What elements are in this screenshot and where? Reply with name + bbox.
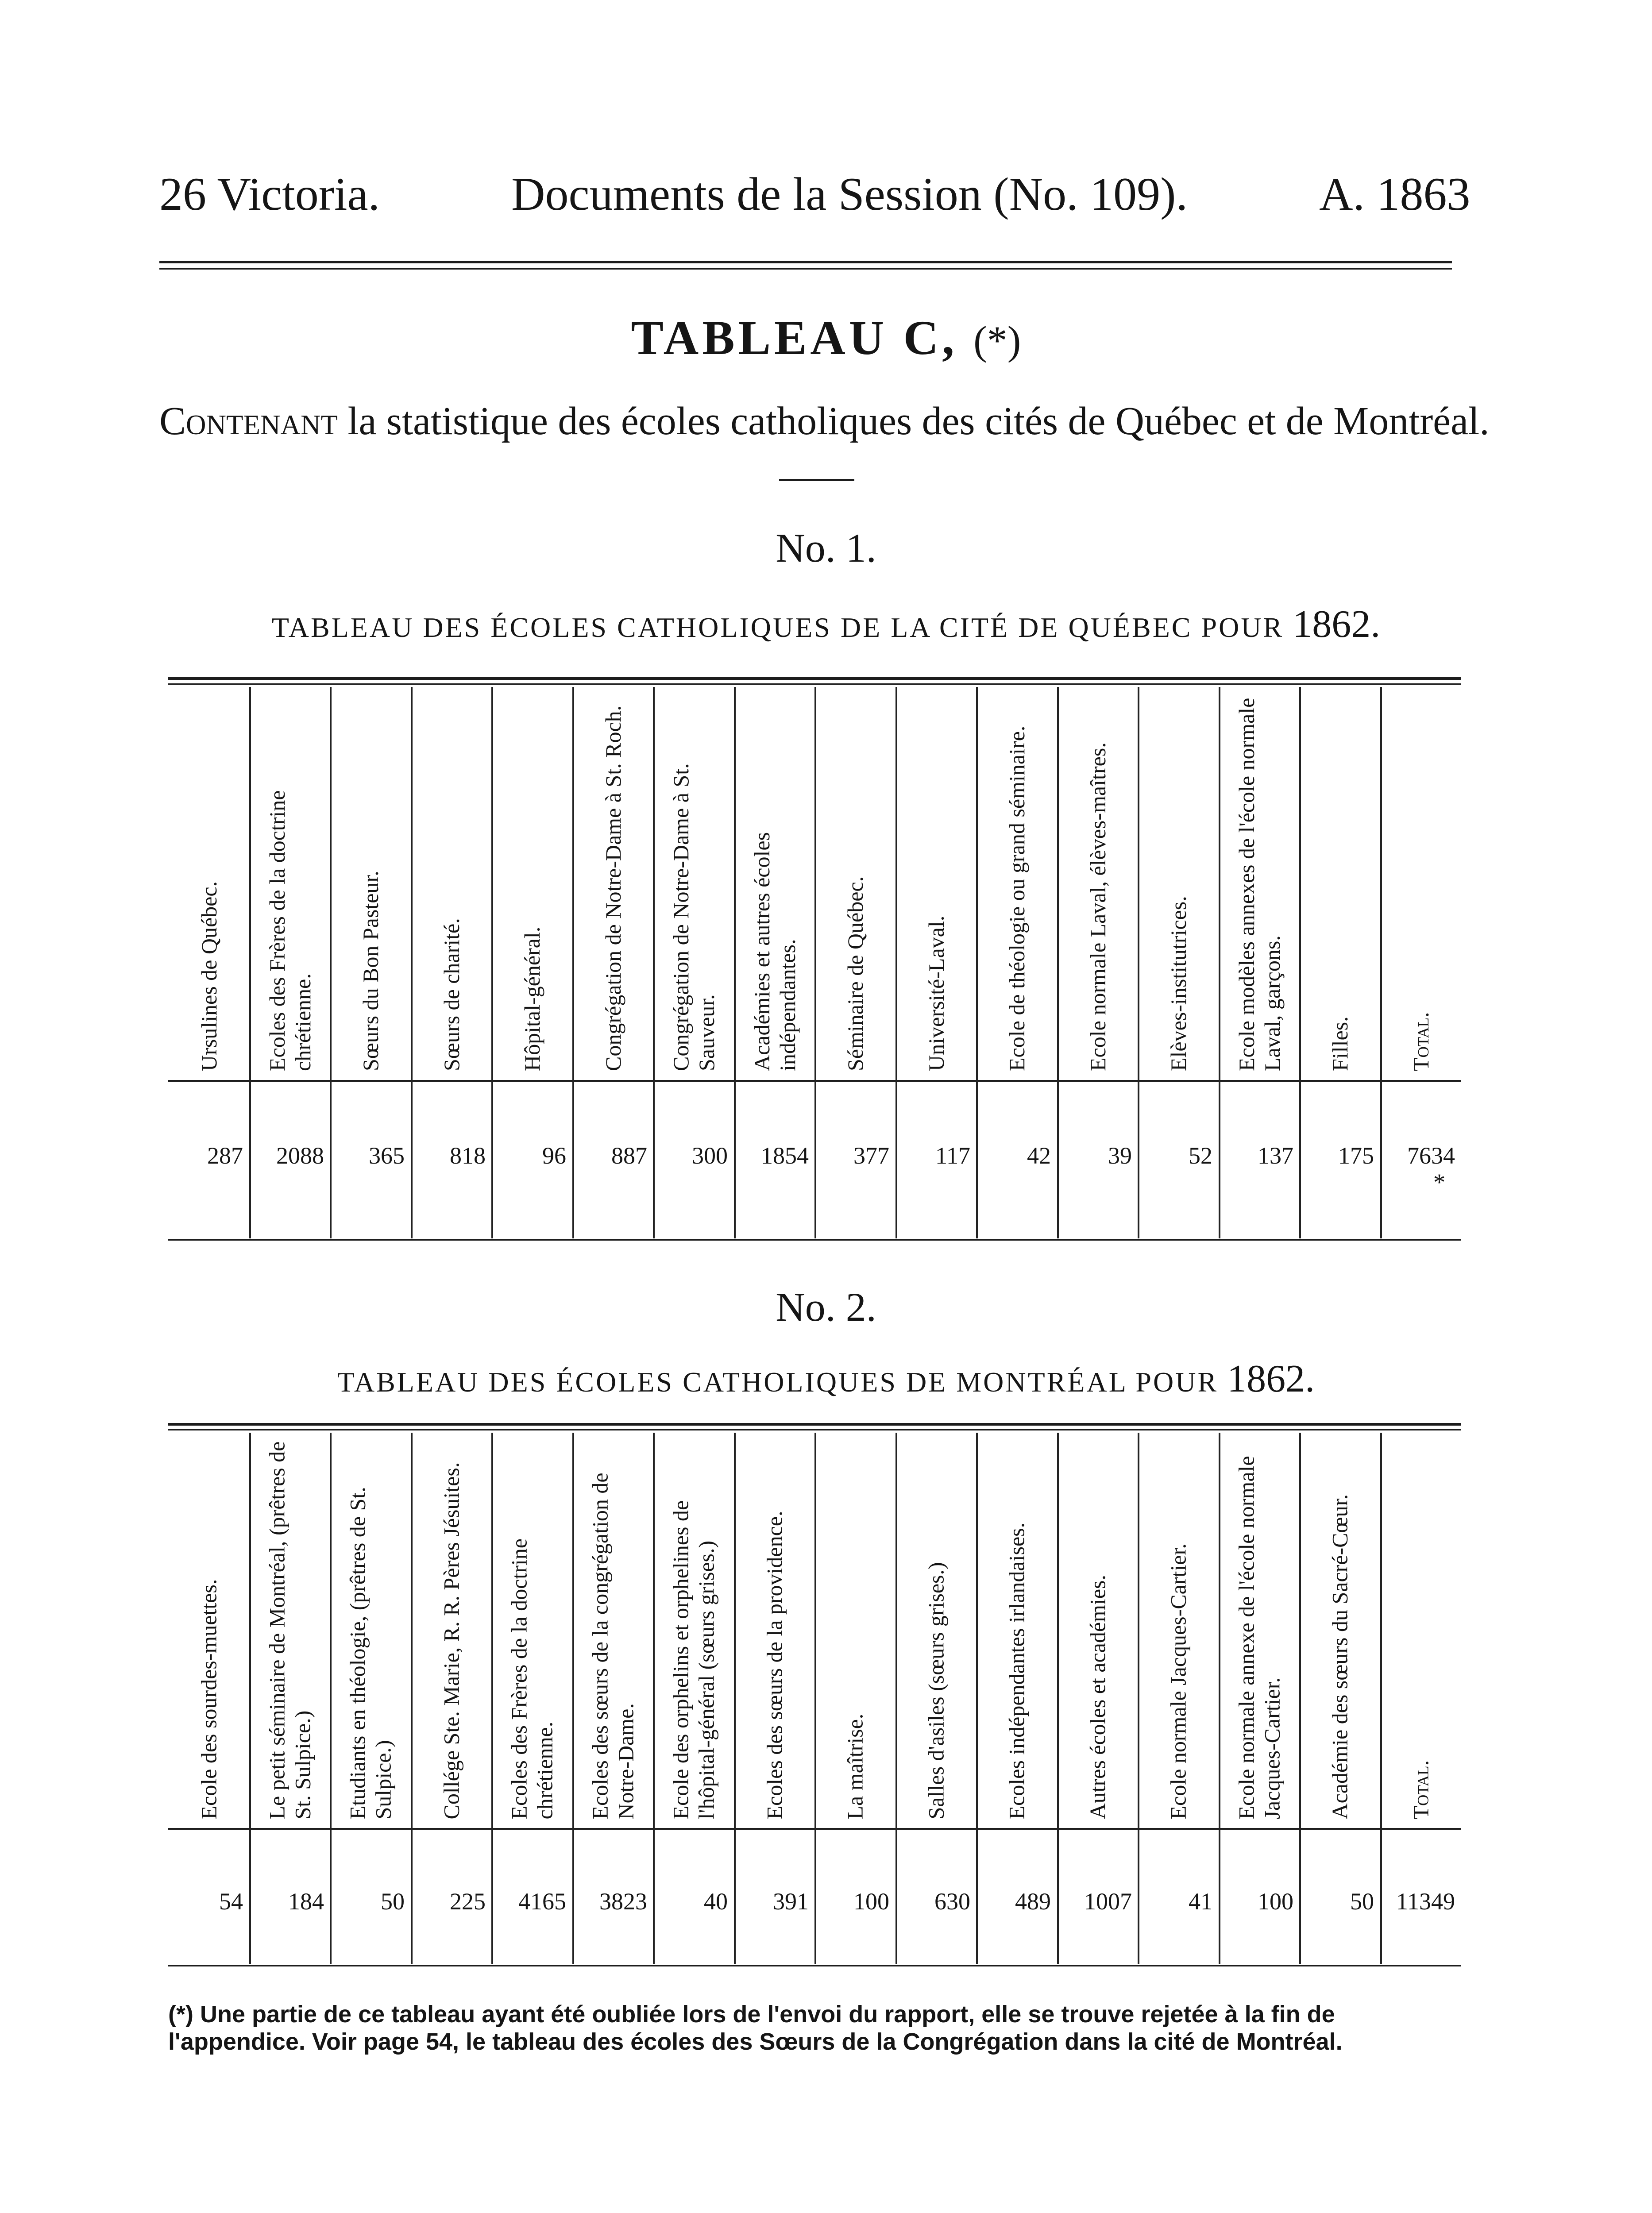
table2-column-divider bbox=[491, 1433, 493, 1964]
table1-column-label: Ecole de théologie ou grand séminaire. bbox=[1004, 725, 1029, 1071]
subtitle-lead: Contenant bbox=[159, 399, 338, 443]
table2-column-divider bbox=[1299, 1433, 1301, 1964]
table2-column-divider bbox=[895, 1433, 897, 1964]
table1-column-header bbox=[656, 686, 731, 1080]
table1-caption-text: TABLEAU DES ÉCOLES CATHOLIQUES DE LA CITÉ DE QUÉBEC POUR bbox=[271, 612, 1284, 643]
table1-top-rule-2 bbox=[168, 683, 1461, 685]
table1-column-header bbox=[494, 686, 570, 1080]
running-header-center: Documents de la Session (No. 109). bbox=[511, 168, 1188, 220]
table2-column-value: 50 bbox=[381, 1888, 405, 1915]
table2-column-header bbox=[171, 1432, 247, 1828]
table1-column-header bbox=[1221, 686, 1297, 1080]
table2-column-header bbox=[656, 1432, 731, 1828]
header-rule bbox=[159, 261, 1452, 263]
table2-column-divider bbox=[653, 1433, 655, 1964]
table1-column-value: 818 bbox=[450, 1142, 486, 1169]
table1-column-label: Ecole normale Laval, élèves-maîtres. bbox=[1085, 742, 1110, 1071]
title-divider bbox=[779, 479, 854, 481]
table2-column-value: 184 bbox=[288, 1888, 324, 1915]
table1-column-label: Filles. bbox=[1327, 1016, 1352, 1071]
table1-column-label: Ursulines de Québec. bbox=[196, 881, 221, 1071]
table2-column-divider bbox=[1380, 1433, 1382, 1964]
table2-bottom-rule bbox=[168, 1965, 1461, 1966]
table1-column-label: Congrégation de Notre-Dame à St. Sauveur. bbox=[668, 763, 719, 1071]
table1-column-header bbox=[252, 686, 328, 1080]
table1-column-value: 300 bbox=[692, 1142, 728, 1169]
table1-column-header bbox=[1383, 686, 1459, 1080]
table2-column-value: 630 bbox=[934, 1888, 970, 1915]
table2-column-divider bbox=[572, 1433, 574, 1964]
page-title-main: TABLEAU C, bbox=[631, 311, 958, 365]
header-rule-2 bbox=[159, 268, 1452, 270]
table1-column-value: 117 bbox=[935, 1142, 970, 1169]
table2-column-header bbox=[332, 1432, 408, 1828]
table2-column-header bbox=[898, 1432, 974, 1828]
table1-column-value: 96 bbox=[542, 1142, 566, 1169]
table1-column-value: 287 bbox=[207, 1142, 243, 1169]
table2-column-header bbox=[979, 1432, 1054, 1828]
table1-column-header bbox=[979, 686, 1054, 1080]
table1-column-value: 1854 bbox=[761, 1142, 809, 1169]
table2-caption bbox=[0, 1357, 1652, 1401]
table1-column-label: Ecole modèles annexes de l'école normale Laval, garçons. bbox=[1234, 698, 1285, 1071]
table2-column-value: 40 bbox=[704, 1888, 728, 1915]
table1-column-label: Académies et autres écoles indépendantes. bbox=[749, 832, 800, 1071]
table2-column-label: Salles d'asiles (sœurs grises.) bbox=[923, 1561, 949, 1819]
table2-caption-year: 1862. bbox=[1227, 1357, 1315, 1400]
table1-column-label: Congrégation de Notre-Dame à St. Roch. bbox=[600, 705, 625, 1071]
table2-column-header bbox=[252, 1432, 328, 1828]
table1-column-header bbox=[575, 686, 651, 1080]
table2-top-rule bbox=[168, 1423, 1461, 1426]
table1-column-label: Ecoles des Frères de la doctrine chrétienne. bbox=[264, 790, 315, 1071]
table2-column-header bbox=[1140, 1432, 1216, 1828]
table2-column-label: Collége Ste. Marie, R. R. Pères Jésuites. bbox=[439, 1462, 464, 1819]
table2-column-label: La maîtrise. bbox=[842, 1713, 868, 1819]
table2-column-value: 11349 bbox=[1396, 1888, 1455, 1915]
table1-column-header bbox=[817, 686, 893, 1080]
table2-column-divider bbox=[1138, 1433, 1139, 1964]
table1-column-label: Total. bbox=[1408, 1012, 1433, 1071]
table2-column-header bbox=[1221, 1432, 1297, 1828]
page-title-note: (*) bbox=[973, 318, 1021, 363]
running-header-right: A. 1863 bbox=[1319, 168, 1471, 220]
table2-top-rule-2 bbox=[168, 1429, 1461, 1430]
table2-column-value: 225 bbox=[450, 1888, 486, 1915]
table1-caption-year: 1862. bbox=[1293, 603, 1381, 646]
table2-column-label: Ecole normale annexe de l'école normale Jacques-Cartier. bbox=[1234, 1455, 1285, 1819]
table1-column-value: 52 bbox=[1189, 1142, 1212, 1169]
table2-column-label: Académie des sœurs du Sacré-Cœur. bbox=[1327, 1494, 1352, 1819]
table1-column-header bbox=[332, 686, 408, 1080]
table2-column-divider bbox=[734, 1433, 736, 1964]
subtitle-text: la statistique des écoles catholiques des cités de Québec et de Montréal. bbox=[337, 399, 1490, 443]
table2-column-value: 50 bbox=[1350, 1888, 1374, 1915]
table1-column-value: 42 bbox=[1027, 1142, 1051, 1169]
table2-column-label: Autres écoles et académies. bbox=[1085, 1574, 1110, 1819]
table1-column-label: Séminaire de Québec. bbox=[842, 876, 868, 1071]
footnote: (*) Une partie de ce tableau ayant été oubliée lors de l'envoi du rapport, elle se trouve rejetée à la fin de l'appendice. Voir page 54, le tableau des écoles des Sœurs de la Congrégation dans la cité de Montréal. bbox=[168, 2001, 1343, 2055]
page-title bbox=[0, 310, 1652, 366]
table2-column-header bbox=[494, 1432, 570, 1828]
table2-column-header bbox=[413, 1432, 489, 1828]
table2-column-label: Ecole normale Jacques-Cartier. bbox=[1166, 1543, 1191, 1819]
table2-column-header bbox=[1383, 1432, 1459, 1828]
table2-column-divider bbox=[814, 1433, 816, 1964]
table1-column-label: Université-Laval. bbox=[923, 915, 949, 1071]
running-header-left: 26 Victoria. bbox=[159, 168, 380, 220]
table2-column-value: 54 bbox=[219, 1888, 243, 1915]
table2-column-divider bbox=[976, 1433, 978, 1964]
table2-column-label: Ecole des orphelins et orphelines de l'hôpital-général (sœurs grises.) bbox=[668, 1500, 719, 1819]
table2-column-value: 489 bbox=[1015, 1888, 1051, 1915]
table2-column-value: 1007 bbox=[1084, 1888, 1132, 1915]
table1-column-value: 2088 bbox=[276, 1142, 324, 1169]
table2-column-divider bbox=[1219, 1433, 1220, 1964]
table2-column-divider bbox=[330, 1433, 332, 1964]
table1-column-header bbox=[1140, 686, 1216, 1080]
table1-column-value: 137 bbox=[1258, 1142, 1293, 1169]
table1-column-header bbox=[737, 686, 812, 1080]
table2-column-value: 4165 bbox=[518, 1888, 566, 1915]
table2-column-label: Ecole des sourdes-muettes. bbox=[196, 1579, 221, 1819]
table1-bottom-rule bbox=[168, 1239, 1461, 1241]
table2-column-label: Le petit séminaire de Montréal, (prêtres de St. Sulpice.) bbox=[264, 1441, 315, 1819]
table1-column-header bbox=[171, 686, 247, 1080]
table2-column-label: Ecoles des sœurs de la congrégation de Notre-Dame. bbox=[587, 1472, 638, 1819]
table2-column-value: 3823 bbox=[599, 1888, 647, 1915]
table1-column-label: Hôpital-général. bbox=[519, 926, 544, 1071]
table2-column-value: 41 bbox=[1189, 1888, 1212, 1915]
table2-column-divider bbox=[1057, 1433, 1059, 1964]
table2-column-label: Ecoles indépendantes irlandaises. bbox=[1004, 1522, 1029, 1819]
table1-column-value: 377 bbox=[853, 1142, 889, 1169]
table1-number: No. 1. bbox=[776, 525, 876, 571]
table1-column-header bbox=[1302, 686, 1378, 1080]
table2-column-label: Ecoles des Frères de la doctrine chrétienne. bbox=[506, 1538, 557, 1819]
table2-column-label: Etudiants en théologie, (prêtres de St. Sulpice.) bbox=[345, 1486, 396, 1819]
table2-number: No. 2. bbox=[776, 1284, 876, 1330]
table2-column-divider bbox=[411, 1433, 413, 1964]
table1-column-label: Elèves-institutrices. bbox=[1166, 896, 1191, 1071]
table2-column-label: Ecoles des sœurs de la providence. bbox=[762, 1511, 787, 1819]
table2-column-header bbox=[575, 1432, 651, 1828]
table1-column-label: Sœurs de charité. bbox=[439, 918, 464, 1071]
table1-column-value: 7634 bbox=[1407, 1142, 1455, 1169]
table2-column-divider bbox=[249, 1433, 251, 1964]
table1-top-rule bbox=[168, 677, 1461, 680]
table1-column-header bbox=[413, 686, 489, 1080]
table1-total-mark: * bbox=[1433, 1169, 1445, 1195]
table1-column-value: 175 bbox=[1338, 1142, 1374, 1169]
table1-column-header bbox=[1060, 686, 1135, 1080]
table1-column-label: Sœurs du Bon Pasteur. bbox=[358, 871, 383, 1071]
table2-column-value: 391 bbox=[773, 1888, 809, 1915]
table2-column-header bbox=[1302, 1432, 1378, 1828]
table1-column-header bbox=[898, 686, 974, 1080]
table1-column-value: 365 bbox=[369, 1142, 405, 1169]
table1-caption bbox=[0, 602, 1652, 647]
table2-column-header bbox=[737, 1432, 812, 1828]
table2-column-header bbox=[1060, 1432, 1135, 1828]
table2-column-header bbox=[817, 1432, 893, 1828]
table1-column-value: 887 bbox=[611, 1142, 647, 1169]
table2-column-value: 100 bbox=[853, 1888, 889, 1915]
table2-column-value: 100 bbox=[1258, 1888, 1293, 1915]
page-subtitle bbox=[159, 398, 1490, 444]
table1-column-value: 39 bbox=[1108, 1142, 1132, 1169]
table2-caption-text: TABLEAU DES ÉCOLES CATHOLIQUES DE MONTRÉAL POUR bbox=[337, 1366, 1219, 1398]
table2-column-label: Total. bbox=[1408, 1760, 1433, 1819]
